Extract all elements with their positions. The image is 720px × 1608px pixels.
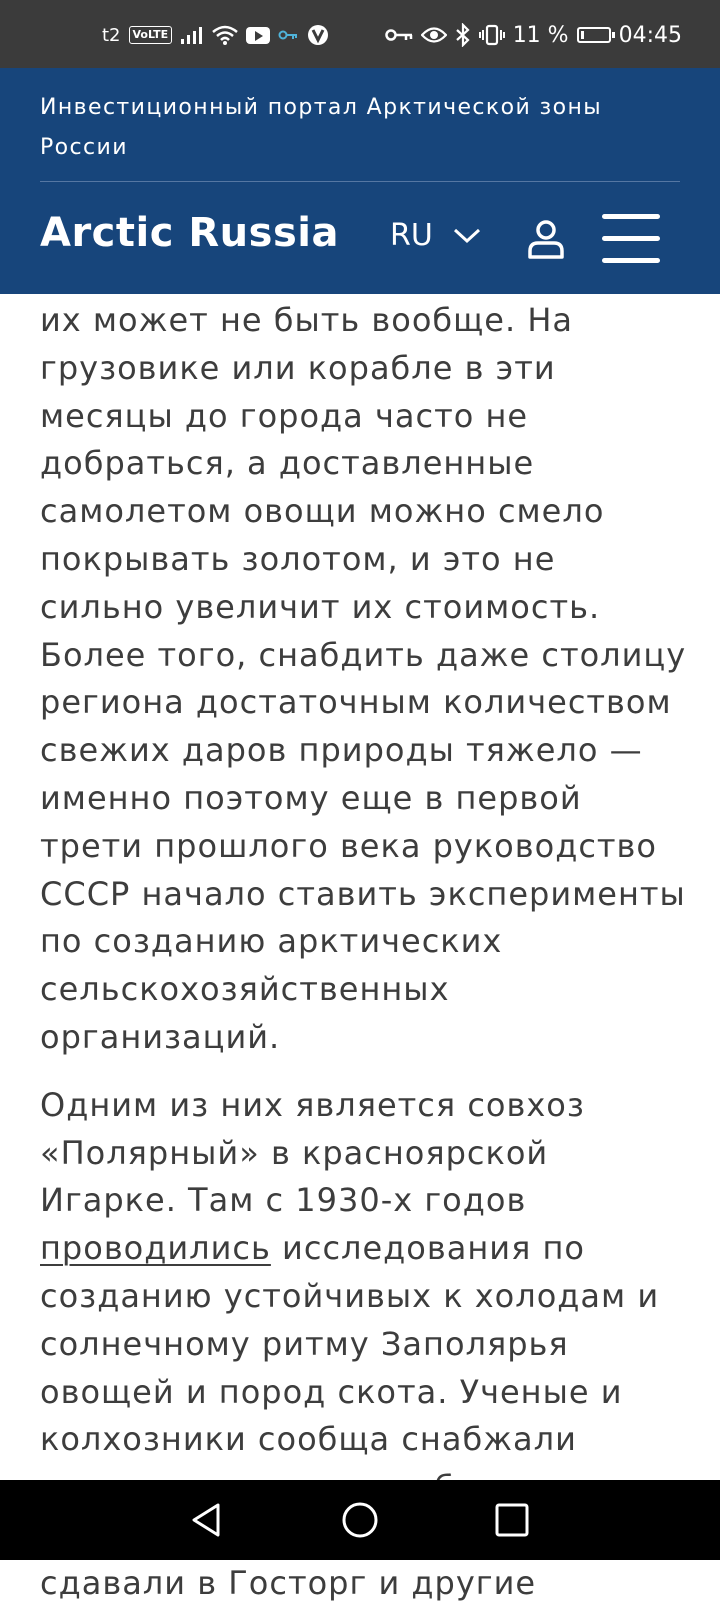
status-left [102,22,330,48]
system-navigation-bar [0,1480,720,1560]
bluetooth-icon [455,23,471,47]
key-icon [385,27,413,43]
carrier-label: t2 [102,24,121,46]
language-selector[interactable] [390,218,481,253]
recents-icon[interactable] [492,1500,532,1540]
status-right [385,22,682,48]
article-link[interactable]: проводились [40,1229,271,1268]
menu-icon[interactable] [600,214,662,264]
article-paragraph: их может не быть вообще. На грузовике или корабле в эти месяцы до города часто не добраться, а доставленные самолетом овощи можно смело покрывать золотом, и это не сильно увеличит их стоимость. Более того, снабдить даже столицу региона достаточным количеством свежих даров природы тяжело — именно поэтому еще в первой трети прошлого века руководство СССР начало ставить эксперименты по созданию арктических сельскохозяйственных организаций. [40,301,687,1056]
site-header [0,68,720,294]
signal-icon [180,25,204,45]
back-icon[interactable] [186,1500,226,1540]
youtube-icon [246,27,270,44]
battery-percent: 11 % [512,22,569,48]
home-icon[interactable] [340,1500,380,1540]
key-icon [278,28,298,42]
wifi-icon [212,25,238,45]
portal-title: Инвестиционный портал Арктической зоны России [40,95,603,160]
volte-badge: VoLTE [129,26,173,44]
paragraph-text: Одним из них является совхоз «Полярный» в красноярской Игарке. Там с 1930-х годов [40,1085,585,1220]
vibrate-icon [479,24,505,46]
chevron-down-icon [453,228,481,244]
status-bar [0,0,720,68]
eye-icon [421,26,447,44]
language-label: RU [390,218,433,253]
clock: 04:45 [618,22,682,48]
header-divider [40,181,680,182]
user-icon[interactable] [526,218,566,260]
vpn-icon [306,23,330,47]
paragraph-text: исследования по созданию устойчивых к холодам и солнечному ритму Заполярья овощей и пород скота. Ученые и колхозники сообща снабжали сдавали в Госторг и другие [40,1229,660,1602]
site-logo[interactable]: Arctic Russia [40,210,339,256]
battery-icon [577,27,611,43]
article-body [40,297,690,1608]
